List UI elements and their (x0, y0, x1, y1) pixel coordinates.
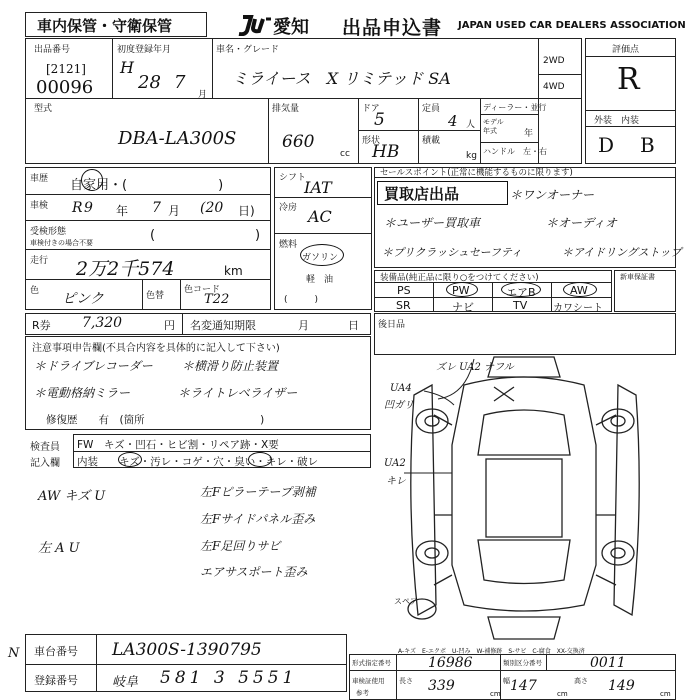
inspection-day: (20 (200, 200, 224, 216)
receipt-paren-close: ) (255, 228, 261, 243)
ext-int-label: 外装 内装 (594, 116, 640, 126)
aircon-value: AC (308, 207, 332, 226)
color-code-label: 色コード (184, 285, 221, 295)
receipt-label: 受検形態 (30, 227, 67, 237)
note-4: ＊ライトレベライザー (178, 386, 298, 400)
inspector-fw-row-text: FW キズ・凹石・ヒビ割・リペア跡・X要 (77, 439, 279, 451)
diagram-note-left-1: UA4 (390, 383, 412, 394)
history-value: 自家用・( ) (70, 178, 224, 193)
chassis-value: LA300S-1390795 (112, 640, 262, 660)
spec-width-value: 147 (510, 678, 537, 694)
sales-point-3: ＊オーディオ (546, 216, 618, 230)
shift-label: シフト (279, 173, 307, 183)
spec-category-label: 類別区分番号 (503, 659, 542, 667)
inspector-circle-1 (118, 452, 142, 467)
spec-height-label: 高さ (574, 677, 588, 685)
equip-pw: PW (452, 284, 470, 297)
shape-value: HB (372, 142, 400, 162)
drive-2wd: 2WD (543, 56, 565, 66)
model-year-label-1: モデル (483, 118, 504, 126)
color-code-value: T22 (204, 292, 230, 307)
name-change-month-unit: 月 (298, 319, 309, 332)
exterior-grade: D (598, 133, 615, 157)
first-reg-year: 28 (138, 72, 161, 93)
inspection-label: 車検 (30, 201, 49, 211)
note-3: ＊電動格納ミラー (34, 386, 131, 400)
note-2: ＊横滑り防止装置 (182, 359, 279, 373)
diagram-note-right-1: UA2 (384, 458, 406, 469)
name-change-day-unit: 日 (348, 319, 359, 332)
new-car-warranty-label: 新車保証書 (620, 273, 655, 281)
inspection-month-unit: 月 (168, 204, 181, 218)
recycle-label: R券 (32, 319, 51, 332)
dealer-label: ディーラー・並行 (483, 103, 547, 112)
aircon-label: 冷房 (279, 203, 298, 213)
rating-label: 評価点 (612, 45, 640, 55)
diagram-spare-label: スペア (394, 597, 418, 606)
notes-header: 注意事項申告欄(不具合内容を具体的に記入して下さい) (32, 343, 280, 354)
inspector-interior-row-text: 内装 キズ・汚レ・コゲ・穴・臭い・キレ・破レ (77, 456, 319, 468)
displacement-label: 排気量 (272, 104, 300, 114)
color-label: 色 (30, 286, 40, 296)
first-reg-era: H (120, 58, 134, 77)
equip-ps: PS (397, 284, 411, 297)
inspection-era: R (72, 200, 83, 216)
equip-aw-circle (563, 282, 597, 297)
shape-label: 形状 (362, 136, 381, 146)
cc-unit: cc (340, 149, 350, 159)
fuel-diesel: 軽 油 (306, 275, 334, 285)
note-1: ＊ドライブレコーダー (34, 359, 153, 373)
shop-label: 買取店出品 (384, 185, 460, 203)
plate-number: 581 3 5551 (160, 668, 298, 688)
inspector-note-2: 左Fピラーテープ剥補 (200, 485, 316, 499)
association-label: JAPAN USED CAR DEALERS ASSOCIATION (458, 20, 686, 31)
later-items-box (374, 313, 676, 355)
equip-tv: TV (513, 299, 528, 312)
form-title: 出品申込書 (342, 17, 443, 39)
color-swap-label: 色替 (146, 291, 165, 301)
chassis-label: 車台番号 (34, 645, 78, 658)
inspector-circle-2 (248, 452, 272, 467)
chassis-check-mark: N (8, 646, 20, 661)
spec-height-value: 149 (608, 678, 635, 694)
spec-height-unit: cm (660, 690, 671, 698)
sales-point-5: ＊アイドリングストップ (562, 246, 682, 259)
mileage-unit: km (224, 264, 243, 278)
history-label: 車歴 (30, 174, 49, 184)
aichi-label: 愛知 (273, 17, 309, 38)
spec-reference-label: 参考 (356, 689, 369, 697)
displacement-value: 660 (282, 132, 315, 152)
inspector-note-1: AW キズ U (38, 489, 106, 504)
receipt-paren-open: ( (150, 228, 156, 243)
spec-length-value: 339 (428, 678, 455, 694)
spec-cert-label: 車検証使用 (352, 677, 385, 685)
capacity-unit: 人 (466, 120, 476, 130)
receipt-note: 車検付きの場合不要 (30, 239, 93, 247)
inspector-note-5: 左F足回りサビ (200, 539, 281, 553)
kg-unit: kg (466, 151, 477, 161)
equip-airbag-circle (501, 282, 541, 297)
model-year-label-2: 年式 (483, 127, 497, 135)
car-diagram (374, 355, 676, 645)
doors-label: ドア (362, 104, 380, 114)
equip-airbag: エアB (506, 286, 536, 299)
capacity-label: 定員 (422, 104, 441, 114)
inspection-year: 9 (84, 200, 93, 216)
equip-aw: AW (570, 284, 588, 297)
sales-point-2: ＊ユーザー買取車 (384, 216, 481, 230)
drive-4wd: 4WD (543, 82, 565, 92)
inspector-note-6: エアサスポート歪み (200, 565, 308, 579)
lot-label: 出品番号 (34, 45, 71, 55)
first-reg-label: 初度登録年月 (117, 45, 172, 55)
mileage-label: 走行 (30, 256, 49, 266)
doors-value: 5 (374, 110, 385, 130)
repair-history-label: 修復歴 有 (箇所 ) (46, 414, 265, 426)
fuel-other: ( ) (284, 295, 319, 305)
later-items-label: 後日品 (378, 320, 406, 330)
load-label: 積載 (422, 136, 441, 146)
first-reg-month-unit: 月 (198, 90, 208, 100)
recycle-unit: 円 (164, 319, 175, 332)
inspector-note-3: 左Fサイドパネル歪み (200, 512, 316, 526)
spec-type-label: 形式指定番号 (352, 659, 391, 667)
sales-point-4: ＊プリクラッシュセーフティ (382, 246, 523, 259)
first-reg-month: 7 (174, 72, 186, 93)
equip-sr: SR (396, 299, 411, 312)
sales-point-1: ＊ワンオーナー (510, 188, 595, 202)
diagram-note-top: ズレ UA2 ナフル (436, 362, 514, 373)
model-year-unit: 年 (524, 129, 534, 139)
spec-category-value: 0011 (590, 655, 626, 671)
ju-logo (237, 14, 273, 36)
model-label: 型式 (34, 104, 53, 114)
damage-legend: A-キズ E-エクボ U-凹み W-補修跡 S-サビ C-腐食 XX-交換済 (398, 648, 585, 655)
rating-value: R (617, 62, 640, 97)
sales-points-header: セールスポイント(正常に機能するものに限ります) (380, 168, 573, 178)
mileage-value: 2万2千574 (76, 258, 175, 280)
fuel-gasoline: ガソリン (302, 253, 339, 263)
diagram-note-left-2: 凹ガリ (384, 400, 414, 411)
history-circle (81, 169, 103, 191)
fuel-gasoline-circle (300, 244, 344, 266)
equip-pw-circle (446, 282, 478, 297)
color-value: ピンク (62, 291, 104, 307)
lot-number: 00096 (36, 77, 94, 98)
model-value: DBA-LA300S (118, 128, 237, 149)
storage-label: 車内保管・守衛保管 (37, 17, 173, 35)
equip-leather-seat: カワシート (553, 303, 603, 314)
spec-length-unit: cm (490, 690, 501, 698)
recycle-value: 7,320 (82, 315, 123, 331)
name-grade-label: 車名・グレード (216, 45, 280, 55)
shift-value: IAT (304, 178, 332, 197)
handle-label: ハンドル 左・右 (483, 147, 547, 156)
plate-region: 岐阜 (112, 675, 139, 690)
plate-label: 登録番号 (34, 674, 78, 687)
fuel-label: 燃料 (279, 240, 298, 250)
interior-grade: B (640, 133, 655, 157)
equipment-header: 装備品(純正品に限り○をつけてください) (380, 273, 539, 283)
diagram-note-right-2: キレ (386, 476, 406, 487)
car-name: ミライース X リミテッド SA (232, 69, 451, 88)
spec-width-unit: cm (557, 690, 568, 698)
inspection-month: 7 (152, 200, 161, 216)
inspection-day-unit: 日) (238, 204, 255, 218)
spec-width-label: 幅 (503, 677, 510, 685)
inspection-year-unit: 年 (116, 204, 129, 218)
spec-type-value: 16986 (428, 655, 473, 671)
inspector-label-1: 検査員 (30, 442, 60, 453)
equip-navi: ナビ (452, 301, 474, 314)
inspector-label-2: 記入欄 (30, 458, 60, 469)
capacity-value: 4 (448, 112, 458, 130)
inspector-note-4: 左 A U (38, 541, 80, 556)
lot-bracket: [2121] (46, 62, 86, 76)
name-change-label: 名変通知期限 (190, 319, 256, 332)
spec-length-label: 長さ (399, 677, 413, 685)
